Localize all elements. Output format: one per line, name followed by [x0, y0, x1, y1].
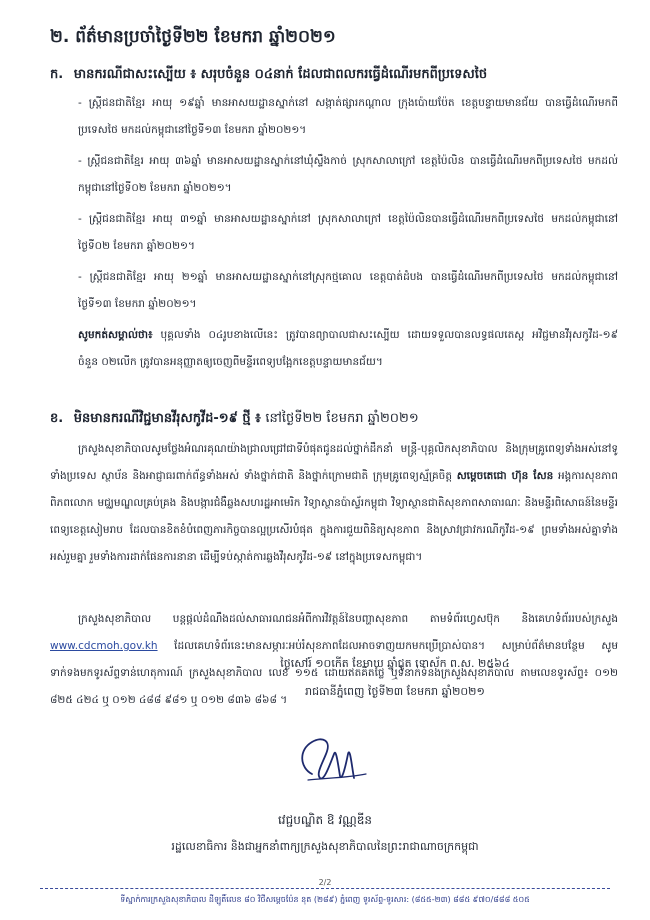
section-b-marker: ខ.	[50, 411, 64, 426]
signer-title: រដ្ឋលេខាធិការ និងជាអ្នកនាំពាក្យក្រសួងសុខាភិបាលនៃព្រះរាជាណាចក្រកម្ពុជា	[171, 840, 479, 853]
recovered-case-4: - ស្ត្រីជនជាតិខ្មែរ អាយុ ២១ឆ្នាំ មានអាសយដ្ឋានស្នាក់នៅស្រុកថ្មគោល ខេត្តបាត់ដំបង បានធ្វើដំណើរមកពីប្រទេសថៃ មកដល់កម្ពុជានៅថ្ងៃទី១៣ ខែមករា ឆ្នាំ២០២១។	[78, 271, 618, 310]
footer-divider	[40, 888, 610, 889]
lunar-date: ថ្ងៃសៅរ៍ ១០កើត ខែមាឃ ឆ្នាំជូត ទោស័ក ព.ស. ២៥៦៤	[280, 657, 510, 670]
website-link[interactable]: www.cdcmoh.gov.kh	[50, 640, 158, 652]
recovery-note	[78, 322, 618, 403]
recovered-case-1: - ស្ត្រីជនជាតិខ្មែរ អាយុ ១៩ឆ្នាំ មានអាសយដ្ឋានស្នាក់នៅ សង្កាត់ផ្សារកណ្តាល ក្រុងប៉ោយប៉ែត ខេត្តបន្ទាយមានជ័យ បានធ្វើដំណើរមកពីប្រទេសថៃ មកដល់កម្ពុជានៅថ្ងៃទី១៣ ខែមករា ឆ្នាំ២០២១។	[78, 97, 618, 136]
report-heading: ២. ព័ត៌មានប្រចាំថ្ងៃទី២២ ខែមករា ឆ្នាំ២០២១	[50, 27, 336, 47]
section-b-heading	[50, 410, 419, 429]
note-text: បុគ្គលទាំង ០៤រូបខាងលើនេះ ត្រូវបានព្យាបាលជាសះស្បើយ ដោយទទួលបានលទ្ធផលតេស្ត អវិជ្ជមានវីរុសកូវីដ-១៩ ចំនួន ០២លើក ត្រូវបានអនុញ្ញាតឲ្យចេញពីមន្ទីរពេទ្យបង្អែកខេត្តបន្ទាយមានជ័យ។	[78, 329, 618, 368]
footer-address: ទីស្នាក់ការក្រសួងសុខាភិបាល ដីឡូតិ៍លេខ ៨០ វិថីសម្តេចប៉ែន នុត (២៨៩) ភ្នំពេញ ទូរស័ព្ទ-ទូរសារ: (៨៥៥-២៣) ៨៨៥ ៩៧០/៨៨៨ ៥០៥	[120, 895, 530, 904]
section-b-date: នៅថ្ងៃទី២២ ខែមករា ឆ្នាំ២០២១	[265, 411, 419, 426]
section-a-marker: ក.	[50, 67, 64, 82]
acknowledgement-paragraph	[50, 436, 618, 598]
signature-image	[282, 724, 378, 794]
ack-bold-name: សម្តេចតេជោ ហ៊ុន សែន	[456, 470, 554, 482]
signer-name: វេជ្ជបណ្ឌិត ឱ វណ្ណឌីន	[277, 813, 373, 827]
section-a-title: មានករណីជាសះស្បើយ ៖ សរុបចំនួន ០៤នាក់ ដែលជាពលករធ្វើដំណើរមកពីប្រទេសថៃ	[73, 67, 488, 82]
recovered-case-2: - ស្ត្រីជនជាតិខ្មែរ អាយុ ៣៦ឆ្នាំ មានអាសយដ្ឋានស្នាក់នៅឃុំស្ទឹងកាច់ ស្រុកសាលាក្រៅ ខេត្តប៉ៃលិន បានធ្វើដំណើរមកពីប្រទេសថៃ មកដល់កម្ពុជានៅថ្ងៃទី០២ ខែមករា ឆ្នាំ២០២១។	[78, 155, 618, 194]
info-text-b: ដែលគេហទំព័រនេះមានសម្ភារៈអប់រំសុខភាពដែលអាចទាញយកមកប្រើប្រាស់បាន។ សម្រាប់ព័ត៌មានបន្ថែម សូមទាក់ទងមកទូរស័ព្ទទាន់ហេតុការណ៍ ក្រសួងសុខាភិបាល លេខ ១១៥ ដោយឥតគិតថ្លៃ ឬទំនាក់ទំនងក្រសួងសុខាភិបាល តាមលេខទូរស័ព្ទ៖ ០១២ ៨២៥ ៤២៤ ឬ ០១២ ៤៨៨ ៩៨១ ឬ ០១២ ៨៣៦ ៨៦៨ ។	[50, 640, 618, 706]
ack-text-b: អង្គការសុខភាពពិភពលោក មជ្ឈមណ្ឌលគ្រប់គ្រង និងបង្ការជំងឺឆ្លងសហរដ្ឋអាមេរិក វិទ្យាស្ថានប៉ាស្ទ័រកម្ពុជា វិទ្យាស្ថានជាតិសុខភាពសាធារណៈ និងមន្ទីរពិសោធន៍នៃមន្ទីរពេទ្យខេត្តសៀមរាប ដែលបានខិតខំបំពេញភារកិច្ចបានល្អប្រសើរបំផុត ក្នុងការជួយពិនិត្យសុខភាព និងស្រាវជ្រាវករណីកូវីដ-១៩ ព្រមទាំងអស់គ្នាទាំងអស់រួមគ្នា រួមទាំងការដាក់ផែនការនានា ដើម្បីទប់ស្កាត់ការឆ្លងវីរុសកូវីដ-១៩ នៅក្នុងប្រទេសកម្ពុជា។	[50, 470, 618, 563]
note-label: សូមកត់សម្គាល់ថា៖	[78, 329, 153, 341]
section-a-heading	[50, 66, 487, 85]
ack-text-a: ក្រសួងសុខាភិបាលសូមថ្លែងអំណរគុណយ៉ាងជ្រាលជ្រៅជាទីបំផុតជូនដល់ថ្នាក់ដឹកនាំ មន្ត្រី-បុគ្គលិកសុខាភិបាល និងក្រុមគ្រូពេទ្យទាំងអស់នៅទូទាំងប្រទេស ស្ថាប័ន និងអាជ្ញាធរពាក់ព័ន្ធទាំងអស់ ទាំងថ្នាក់ជាតិ និងថ្នាក់ក្រោមជាតិ ក្រុមគ្រូពេទ្យស្ម័គ្រចិត្ត	[50, 443, 618, 482]
page-number: 2/2	[318, 878, 332, 887]
section-b-title: មិនមានករណីវិជ្ជមានវីរុសកូវីដ-១៩ ថ្មី ៖	[73, 411, 261, 426]
info-text-a: ក្រសួងសុខាភិបាល បន្តផ្ដល់ដំណឹងដល់សាធារណជនអំពីការវិវត្តន៍នៃបញ្ហាសុខភាព តាមទំព័រហ្វេសប៊ុក និងគេហទំព័ររបស់ក្រសួង	[78, 613, 618, 625]
place-date: រាជធានីភ្នំពេញ ថ្ងៃទី២៣ ខែមករា ឆ្នាំ២០២១	[305, 685, 485, 698]
recovered-case-3: - ស្ត្រីជនជាតិខ្មែរ អាយុ ៣១ឆ្នាំ មានអាសយដ្ឋានស្នាក់នៅ ស្រុកសាលាក្រៅ ខេត្តប៉ៃលិនបានធ្វើដំណើរមកពីប្រទេសថៃ មកដល់កម្ពុជានៅថ្ងៃទី០២ ខែមករា ឆ្នាំ២០២១។	[78, 213, 618, 252]
